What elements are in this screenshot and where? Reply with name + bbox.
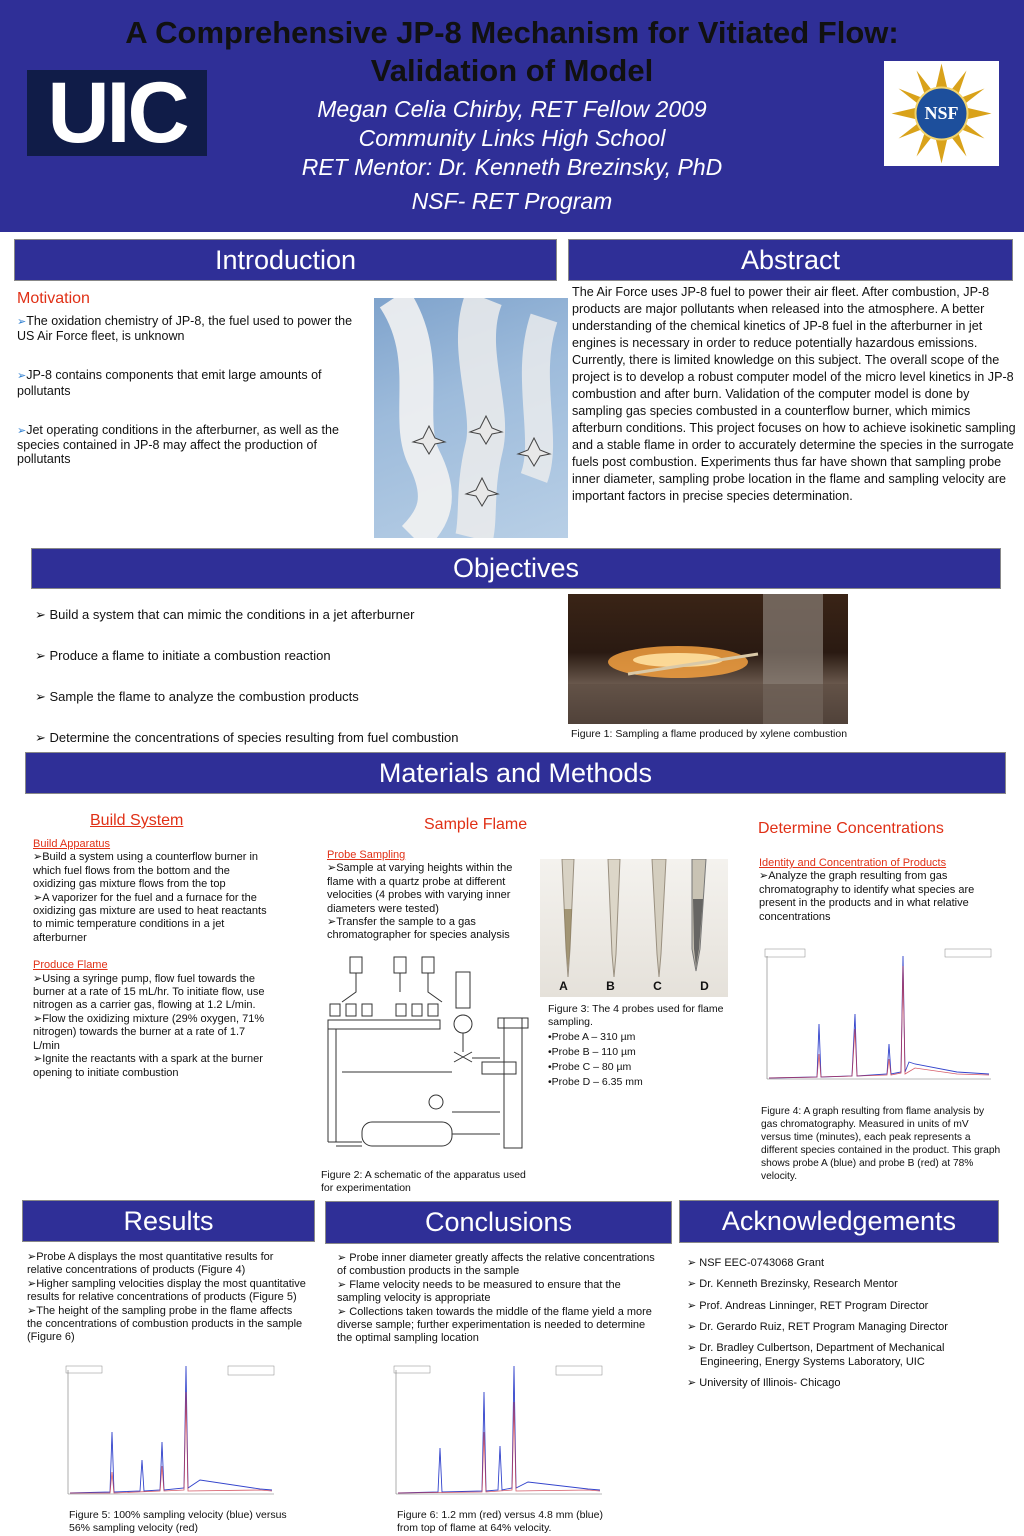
build-system-text — [33, 838, 269, 1080]
bullet-arrow-icon — [17, 368, 26, 382]
determine-concentrations-heading: Determine Concentrations — [758, 820, 944, 837]
sample-item: ➢Transfer the sample to a gas chromatographer for species analysis — [327, 916, 510, 942]
objective-item: ➢ Determine the concentrations of species resulting from fuel combustion — [35, 730, 459, 745]
nsf-logo-text: NSF — [924, 103, 959, 123]
bullet-arrow-icon: ➢ — [687, 1257, 700, 1269]
acknowledgement-item: ➢ University of Illinois- Chicago — [687, 1376, 841, 1389]
methods-heading: Materials and Methods — [25, 752, 1006, 794]
objectives-heading: Objectives — [31, 548, 1001, 589]
bullet-arrow-icon: ➢ — [33, 1012, 43, 1025]
acknowledgement-item: ➢ NSF EEC-0743068 Grant — [687, 1257, 825, 1269]
jet-formation-photo — [374, 298, 568, 538]
bullet-arrow-icon — [17, 423, 26, 437]
build-item: ➢Build a system using a counterflow burner in which fuel flows from the bottom and the oxidizing gas mixture flows from the top — [33, 851, 259, 891]
result-item: ➢Probe A displays the most quantitative results for relative concentrations of products (Figure 4) — [27, 1251, 274, 1277]
acknowledgement-item: ➢ Dr. Gerardo Ruiz, RET Program Managing Director — [687, 1320, 948, 1333]
determine-text — [759, 857, 999, 924]
school-line: Community Links High School — [358, 125, 666, 151]
intro-bullet: ➢ The oxidation chemistry of JP-8, the fuel used to power the US Air Force fleet, is unknown — [17, 314, 362, 343]
build-system-heading: Build System — [90, 812, 184, 829]
objective-item: ➢ Sample the flame to analyze the combustion products — [35, 689, 359, 704]
apparatus-schematic — [322, 952, 542, 1164]
conclusion-item: ➢ Collections taken towards the middle of the flame yield a more diverse sample; further experimentation is needed to determine the optimal sampling location — [337, 1305, 652, 1345]
bullet-arrow-icon: ➢ — [27, 1277, 37, 1290]
nsf-logo — [884, 61, 999, 166]
objective-item: ➢ Produce a flame to initiate a combustion reaction — [35, 648, 331, 663]
bullet-arrow-icon: ➢ — [327, 862, 337, 875]
probe-label-b: B — [606, 979, 615, 993]
figure5-chromatogram — [60, 1362, 280, 1507]
sample-item: ➢Sample at varying heights within the flame with a quartz probe at different velocities (4 probes with varying inner diameters were tested) — [327, 862, 513, 915]
figure4-chromatogram — [757, 944, 997, 1094]
bullet-arrow-icon: ➢ — [35, 648, 50, 663]
bullet-arrow-icon: ➢ — [33, 851, 43, 864]
bullet-arrow-icon: ➢ — [687, 1376, 700, 1389]
bullet-arrow-icon: ➢ — [687, 1278, 700, 1291]
title-line-2: Validation of Model — [370, 53, 654, 88]
bullet-arrow-icon: ➢ — [327, 916, 337, 929]
conclusions-text — [337, 1252, 657, 1346]
acknowledgement-item: ➢ Dr. Bradley Culbertson, Department of Mechanical Engineering, Energy Systems Laboratory, UIC — [687, 1342, 945, 1368]
acknowledgements-list — [687, 1257, 987, 1398]
probe-label-a: A — [559, 979, 568, 993]
bullet-arrow-icon: ➢ — [759, 870, 769, 883]
abstract-text: The Air Force uses JP-8 fuel to power their air fleet. After combustion, JP-8 products are major pollutants when released into the atmosphere. A better understanding of the chemical kinetics of JP-8 fuel in the afterburner in jet engines is necessary in order to reduce potentially hazardous emissions. Currently, there is limited knowledge on this subject. The overall scope of the project is to develop a robust computer model of the micro level kinetics in JP-8 combustion and after burn. Validation of the computer model is done by sampling gas species combusted in a counterflow burner, which mimics afterburn conditions. This project focuses on how to achieve isokinetic sampling and a stable flame in order to accurately determine the species in the surrogate fuels post combustion. Experiments thus far have shown that sampling probe inner diameter, sampling probe location in the flame and sampling velocity are important factors in precise species determination. — [572, 285, 1016, 503]
figure2-caption: Figure 2: A schematic of the apparatus used for experimentation — [321, 1169, 526, 1194]
bullet-arrow-icon: ➢ — [337, 1278, 347, 1291]
results-text — [27, 1251, 307, 1345]
flame-item: ➢Using a syringe pump, flow fuel towards the burner at a rate of 15 mL/hr. To initiate flow, use nitrogen as a carrier gas, flowing at 1.2 L/min. — [33, 972, 265, 1012]
bullet-arrow-icon: ➢ — [33, 972, 43, 985]
intro-bullet: ➢ JP-8 contains components that emit large amounts of pollutants — [17, 368, 362, 397]
program-line: NSF- RET Program — [411, 188, 613, 214]
probes-photo — [540, 859, 728, 997]
bullet-arrow-icon: ➢ — [27, 1304, 37, 1317]
determine-item: ➢Analyze the graph resulting from gas chromatography to identify what species are present in the products and in what relative concentrations — [759, 870, 975, 923]
figure5-caption: Figure 5: 100% sampling velocity (blue) versus 56% sampling velocity (red) — [69, 1509, 287, 1534]
bullet-arrow-icon: ➢ — [27, 1251, 37, 1263]
intro-bullet: ➢ Jet operating conditions in the afterburner, as well as the species contained in JP-8 may affect the production of pollutants — [17, 423, 362, 467]
sample-flame-heading: Sample Flame — [424, 816, 528, 833]
build-apparatus-subheading: Build Apparatus — [33, 838, 111, 850]
intro-bullet-list — [17, 314, 362, 466]
figure6-caption: Figure 6: 1.2 mm (red) versus 4.8 mm (blue) from top of flame at 64% velocity. — [397, 1509, 603, 1534]
flame-photo — [568, 594, 848, 724]
bullet-arrow-icon — [17, 314, 26, 328]
result-item: ➢The height of the sampling probe in the flame affects the concentrations of combustion products in the sample (Figure 6) — [27, 1304, 303, 1344]
figure6-chromatogram — [388, 1362, 608, 1507]
conclusion-item: ➢ Flame velocity needs to be measured to ensure that the sampling velocity is appropriate — [337, 1278, 621, 1305]
produce-flame-subheading: Produce Flame — [33, 959, 108, 972]
result-item: ➢Higher sampling velocities display the most quantitative results for relative concentrations of products (Figure 5) — [27, 1277, 306, 1304]
flame-item: ➢Flow the oxidizing mixture (29% oxygen, 71% nitrogen) towards the burner at a rate of 1.7 L/min — [33, 1012, 265, 1052]
bullet-arrow-icon: ➢ — [687, 1320, 700, 1333]
bullet-arrow-icon: ➢ — [33, 1053, 43, 1066]
figure1-caption: Figure 1: Sampling a flame produced by xylene combustion — [571, 728, 848, 740]
bullet-arrow-icon: ➢ — [35, 607, 50, 622]
build-item: ➢A vaporizer for the fuel and a furnace for the oxidizing gas mixture are used to heat reactants to mimic temperature conditions in a jet afterburner — [33, 891, 267, 944]
flame-item: ➢Ignite the reactants with a spark at the burner opening to initiate combustion — [33, 1053, 263, 1079]
identity-subheading: Identity and Concentration of Products — [759, 857, 947, 869]
probe-labels — [540, 979, 728, 993]
objectives-list — [35, 607, 555, 771]
introduction-heading: Introduction — [14, 239, 557, 281]
bullet-arrow-icon: ➢ — [337, 1305, 347, 1318]
results-heading: Results — [22, 1200, 315, 1242]
probe-label-d: D — [700, 979, 709, 993]
objective-item: ➢ Build a system that can mimic the conditions in a jet afterburner — [35, 607, 415, 622]
bullet-arrow-icon: ➢ — [687, 1299, 700, 1312]
bullet-arrow-icon: ➢ — [687, 1342, 700, 1355]
motivation-subheading: Motivation — [17, 290, 90, 307]
figure3-caption: Figure 3: The 4 probes used for flame sampling. •Probe A – 310 µm •Probe B – 110 µm •Probe C – 80 µm •Probe D – 6.35 mm — [548, 1003, 724, 1088]
acknowledgement-item: ➢ Prof. Andreas Linninger, RET Program Director — [687, 1299, 929, 1312]
acknowledgements-heading: Acknowledgements — [679, 1200, 999, 1243]
mentor-line: RET Mentor: Dr. Kenneth Brezinsky, PhD — [301, 154, 723, 180]
bullet-arrow-icon: ➢ — [33, 891, 43, 904]
figure4-caption: Figure 4: A graph resulting from flame analysis by gas chromatography. Measured in units of mV versus time (minutes), each peak represents a different species contained in the product. This graph shows probe A (blue) and probe B (red) at 78% velocity. — [761, 1106, 1001, 1182]
bullet-arrow-icon: ➢ — [337, 1252, 347, 1264]
bullet-arrow-icon: ➢ — [35, 689, 50, 704]
abstract-heading: Abstract — [568, 239, 1013, 281]
bullet-arrow-icon: ➢ — [35, 730, 50, 745]
uic-logo: UIC — [27, 70, 207, 156]
conclusion-item: ➢ Probe inner diameter greatly affects the relative concentrations of combustion products in the sample — [337, 1252, 655, 1278]
probe-sampling-subheading: Probe Sampling — [327, 849, 406, 861]
conclusions-heading: Conclusions — [325, 1201, 672, 1244]
title-line-1: A Comprehensive JP-8 Mechanism for Vitiated Flow: — [125, 15, 899, 50]
sample-flame-text — [327, 849, 532, 943]
probe-label-c: C — [653, 979, 662, 993]
acknowledgement-item: ➢ Dr. Kenneth Brezinsky, Research Mentor — [687, 1278, 898, 1291]
author-line: Megan Celia Chirby, RET Fellow 2009 — [317, 96, 707, 122]
